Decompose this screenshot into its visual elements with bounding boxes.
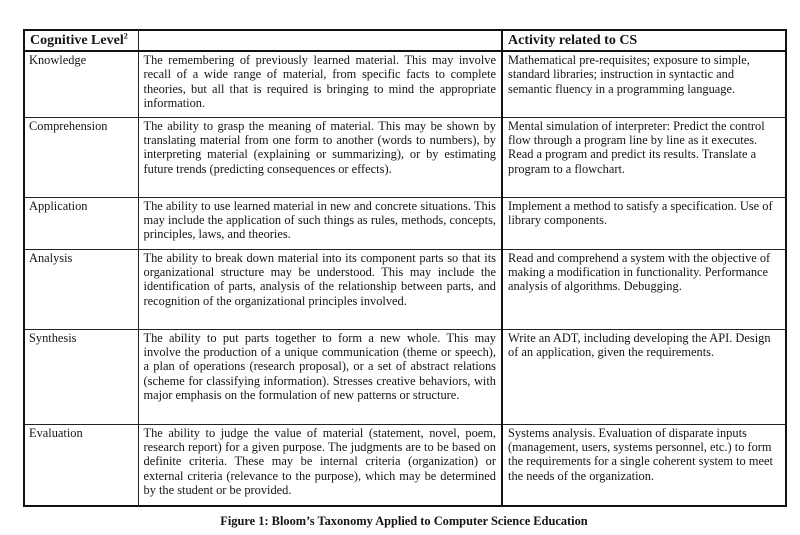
table-row — [24, 51, 786, 117]
bloom-taxonomy-table — [23, 29, 787, 507]
cell-level: Application — [24, 197, 138, 249]
cell-description: The ability to use learned material in new and concrete situations. This may include the application of such things as rules, methods, concepts, principles, laws, and theories. — [138, 197, 502, 249]
cell-activity: Write an ADT, including developing the API. Design of an application, given the requirements. — [502, 329, 786, 424]
table-row — [24, 117, 786, 197]
cell-level: Knowledge — [24, 51, 138, 117]
cell-description: The ability to put parts together to form a new whole. This may involve the production of a unique communication (theme or speech), a plan of operations (research proposal), or a set of abstract relations (scheme for classifying information). Stresses creative behaviors, with major emphasis on the formulation of new patterns or structure. — [138, 329, 502, 424]
cell-activity: Implement a method to satisfy a specification. Use of library components. — [502, 197, 786, 249]
header-activity: Activity related to CS — [502, 30, 786, 51]
document-page — [23, 29, 785, 528]
footnote-marker: 2 — [123, 31, 128, 41]
cell-description: The ability to break down material into its component parts so that its organizational structure may be understood. This may include the identification of parts, analysis of the relationship between parts, and recognition of the organizational principles involved. — [138, 249, 502, 329]
header-description — [138, 30, 502, 51]
cell-activity: Mental simulation of interpreter: Predict the control flow through a program line by line as it executes. Read a program and predict its results. Translate a program to a flowchart. — [502, 117, 786, 197]
table-row — [24, 329, 786, 424]
header-cognitive-level — [24, 30, 138, 51]
cell-level: Synthesis — [24, 329, 138, 424]
cell-description: The ability to judge the value of material (statement, novel, poem, research report) for a given purpose. The judgments are to be based on definite criteria. These may be internal criteria (organization) or external criteria (relevance to the purpose), which may be determined by the student or be provided. — [138, 424, 502, 506]
cell-activity: Read and comprehend a system with the objective of making a modification in functionality. Performance analysis of algorithms. Debugging. — [502, 249, 786, 329]
cell-level: Comprehension — [24, 117, 138, 197]
cell-description: The remembering of previously learned material. This may involve recall of a wide range of material, from specific facts to complete theories, but all that is required is bringing to mind the appropriate information. — [138, 51, 502, 117]
cell-level: Analysis — [24, 249, 138, 329]
cell-level: Evaluation — [24, 424, 138, 506]
cell-description: The ability to grasp the meaning of material. This may be shown by translating material from one form to another (words to numbers), by interpreting material (explaining or summarizing), or by estimating future trends (predicting consequences or effects). — [138, 117, 502, 197]
figure-caption: Figure 1: Bloom’s Taxonomy Applied to Computer Science Education — [220, 514, 588, 528]
cell-activity: Mathematical pre-requisites; exposure to simple, standard libraries; instruction in syntactic and semantic fluency in a programming language. — [502, 51, 786, 117]
header-cognitive-level-label: Cognitive Level — [30, 33, 124, 48]
cell-activity: Systems analysis. Evaluation of disparate inputs (management, users, systems personnel, etc.) to form the requirements for a single coherent system to meet the needs of the organization. — [502, 424, 786, 506]
table-row — [24, 249, 786, 329]
table-row — [24, 424, 786, 506]
table-row — [24, 197, 786, 249]
table-header-row — [24, 30, 786, 51]
